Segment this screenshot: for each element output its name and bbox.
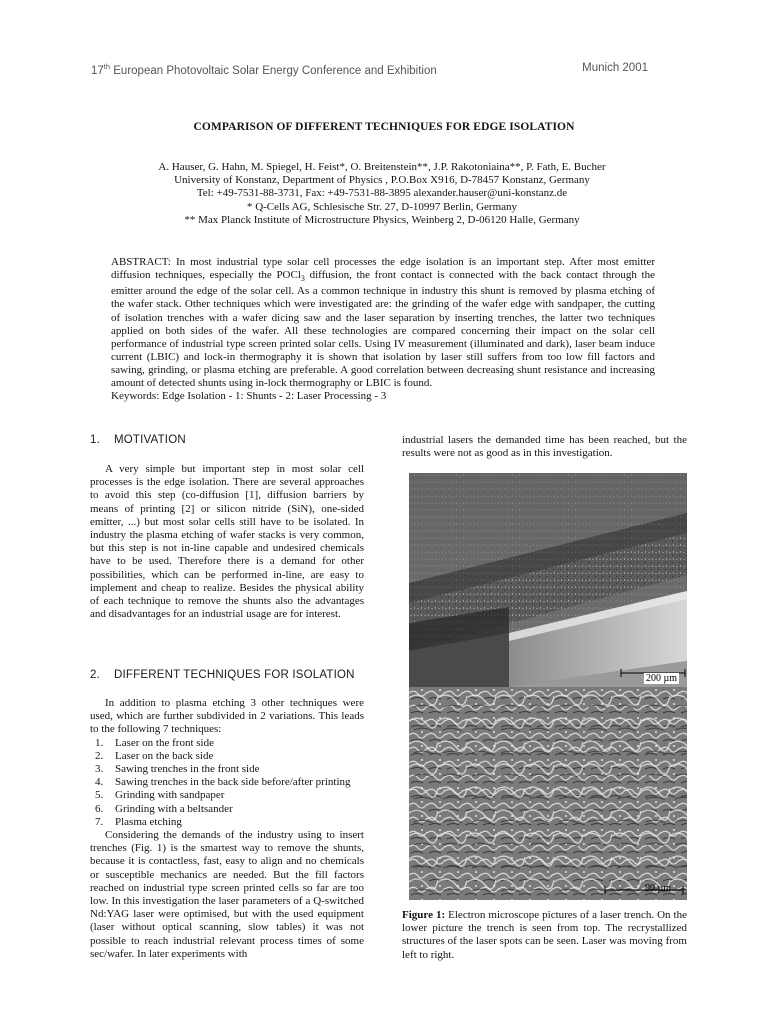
affiliation-3: ** Max Planck Institute of Microstructure Physics, Weinberg 2, D-06120 Halle, Germany xyxy=(184,213,580,226)
sem-trench-top-graphic xyxy=(409,687,687,900)
affiliation-2: * Q-Cells AG, Schlesische Str. 27, D-10997 Berlin, Germany xyxy=(246,200,518,213)
caption-label: Figure 1: xyxy=(402,909,446,921)
conference-header xyxy=(91,62,437,77)
abstract xyxy=(111,256,655,403)
section-1-body xyxy=(90,463,364,621)
techniques-list xyxy=(90,737,364,829)
author-block xyxy=(90,161,674,227)
figure-caption xyxy=(402,909,687,962)
conference-ordinal: th xyxy=(103,62,111,71)
author-names: A. Hauser, G. Hahn, M. Spiegel, H. Feist*, O. Breitenstein**, J.P. Rakotoniaina**, P. Fath, E. Bucher xyxy=(158,161,606,173)
conference-number: 17 xyxy=(91,64,104,77)
affiliation: University of Konstanz, Department of Physics , P.O.Box X916, D-78457 Konstanz, Germany xyxy=(174,174,590,187)
abstract-text: ABSTRACT: In most industrial type solar cell processes the edge isolation is an important step. After most emitter diffusion techniques, especially the POCl$_3$ diffusion, the front contact is connected with the back contact through the emitter around the edge of the solar cell. As a common technique in industry this shunt is removed by plasma etching of the wafer stack. Other techniques which were investigated are: the grinding of the wafer edge with sandpaper, the cutting of isolation trenches with a wafer dicing saw and the laser separation by inserting trenches, the latter two techniques applied on both sides of the wafer. All these technologies are compared concerning their impact on the solar cell performance of industrial type screen printed solar cells. Using IV measurement (illuminated and dark), laser beam induce current (LBIC) and lock-in thermography it is shown that isolation by laser still suffers from too low fill factors and sawing, grinding, or plasma etching are preferable. A good correlation between decreasing shunt resistance and increasing amount of detected shunts using in-lock thermography or LBIC is found. xyxy=(111,256,655,390)
paper-title: COMPARISON OF DIFFERENT TECHNIQUES FOR EDGE ISOLATION xyxy=(193,121,575,133)
list-item: 3. Sawing trenches in the front side xyxy=(95,763,260,776)
list-item: 2. Laser on the back side xyxy=(95,749,214,762)
conference-name: European Photovoltaic Solar Energy Conference and Exhibition xyxy=(110,64,437,77)
caption-text: Electron microscope pictures of a laser trench. On the lower picture the trench is seen from top. The recrystallized structures of the laser spots can be seen. Laser was moving from left to right. xyxy=(402,909,687,961)
sem-image-trench-oblique xyxy=(409,473,687,687)
right-column-text: industrial lasers the demanded time has been reached, but the results were not as good as in this investigation. xyxy=(402,434,687,460)
laser-paragraph: Considering the demands of the industry using to insert trenches (Fig. 1) is the smartest way to remove the shunts, because it is contactless, fast, easy to align and no chemicals or susceptible mechanics are needed. But the fill factors reached on industrial type screen printed cells so far are too low. In this investigation the laser parameters of a Q-switched Nd:YAG laser were optimised, but with the used equipment (laser without optical scanning, slow tables) it was not possible to reach industrial relevant process times of some sec/wafer. In later experiments with xyxy=(90,829,364,960)
sem-image-trench-top xyxy=(409,687,687,900)
section-1-heading: 1. MOTIVATION xyxy=(90,434,186,446)
keywords: Keywords: Edge Isolation - 1: Shunts - 2: Laser Processing - 3 xyxy=(111,390,387,403)
scale-bar-top: 200 µm xyxy=(645,673,677,684)
location-year: Munich 2001 xyxy=(582,62,648,74)
contact-info: Tel: +49-7531-88-3731, Fax: +49-7531-88-3895 alexander.hauser@uni-konstanz.de xyxy=(196,187,568,200)
list-item: 4. Sawing trenches in the back side before/after printing xyxy=(95,776,351,789)
techniques-intro: In addition to plasma etching 3 other techniques were used, which are further subdivided in 2 variations. This leads to the following 7 techniques: xyxy=(90,697,364,736)
list-item: 5. Grinding with sandpaper xyxy=(95,789,225,802)
list-item: 6. Grinding with a beltsander xyxy=(95,802,233,815)
section-2-heading: 2. DIFFERENT TECHNIQUES FOR ISOLATION xyxy=(90,669,355,681)
list-item: 1. Laser on the front side xyxy=(95,736,214,749)
section-2-body xyxy=(90,697,364,961)
sem-trench-oblique-graphic xyxy=(409,473,687,687)
list-item: 7. Plasma etching xyxy=(95,815,182,828)
scale-bar-bottom: 90 µm xyxy=(644,883,671,894)
motivation-paragraph: A very simple but important step in most solar cell processes is the edge isolation. There are several approaches to avoid this step (co-diffusion [1], diffusion barriers by means of printing [2] or silicon nitride (SiN), one-sided emitter, ...) but most solar cells still have to be isolated. In industry the plasma etching of wafer stacks is very common, but this step is not in-line capable and undesired chemicals have to be used. Therefore there is a demand for other possibilities, which can be performed in-line, are easy to implement and cheap to realize. Besides the physical ability of each technique to remove the shunts also the advantages and disadvantages for an industrial usage are for interest. xyxy=(90,463,364,621)
